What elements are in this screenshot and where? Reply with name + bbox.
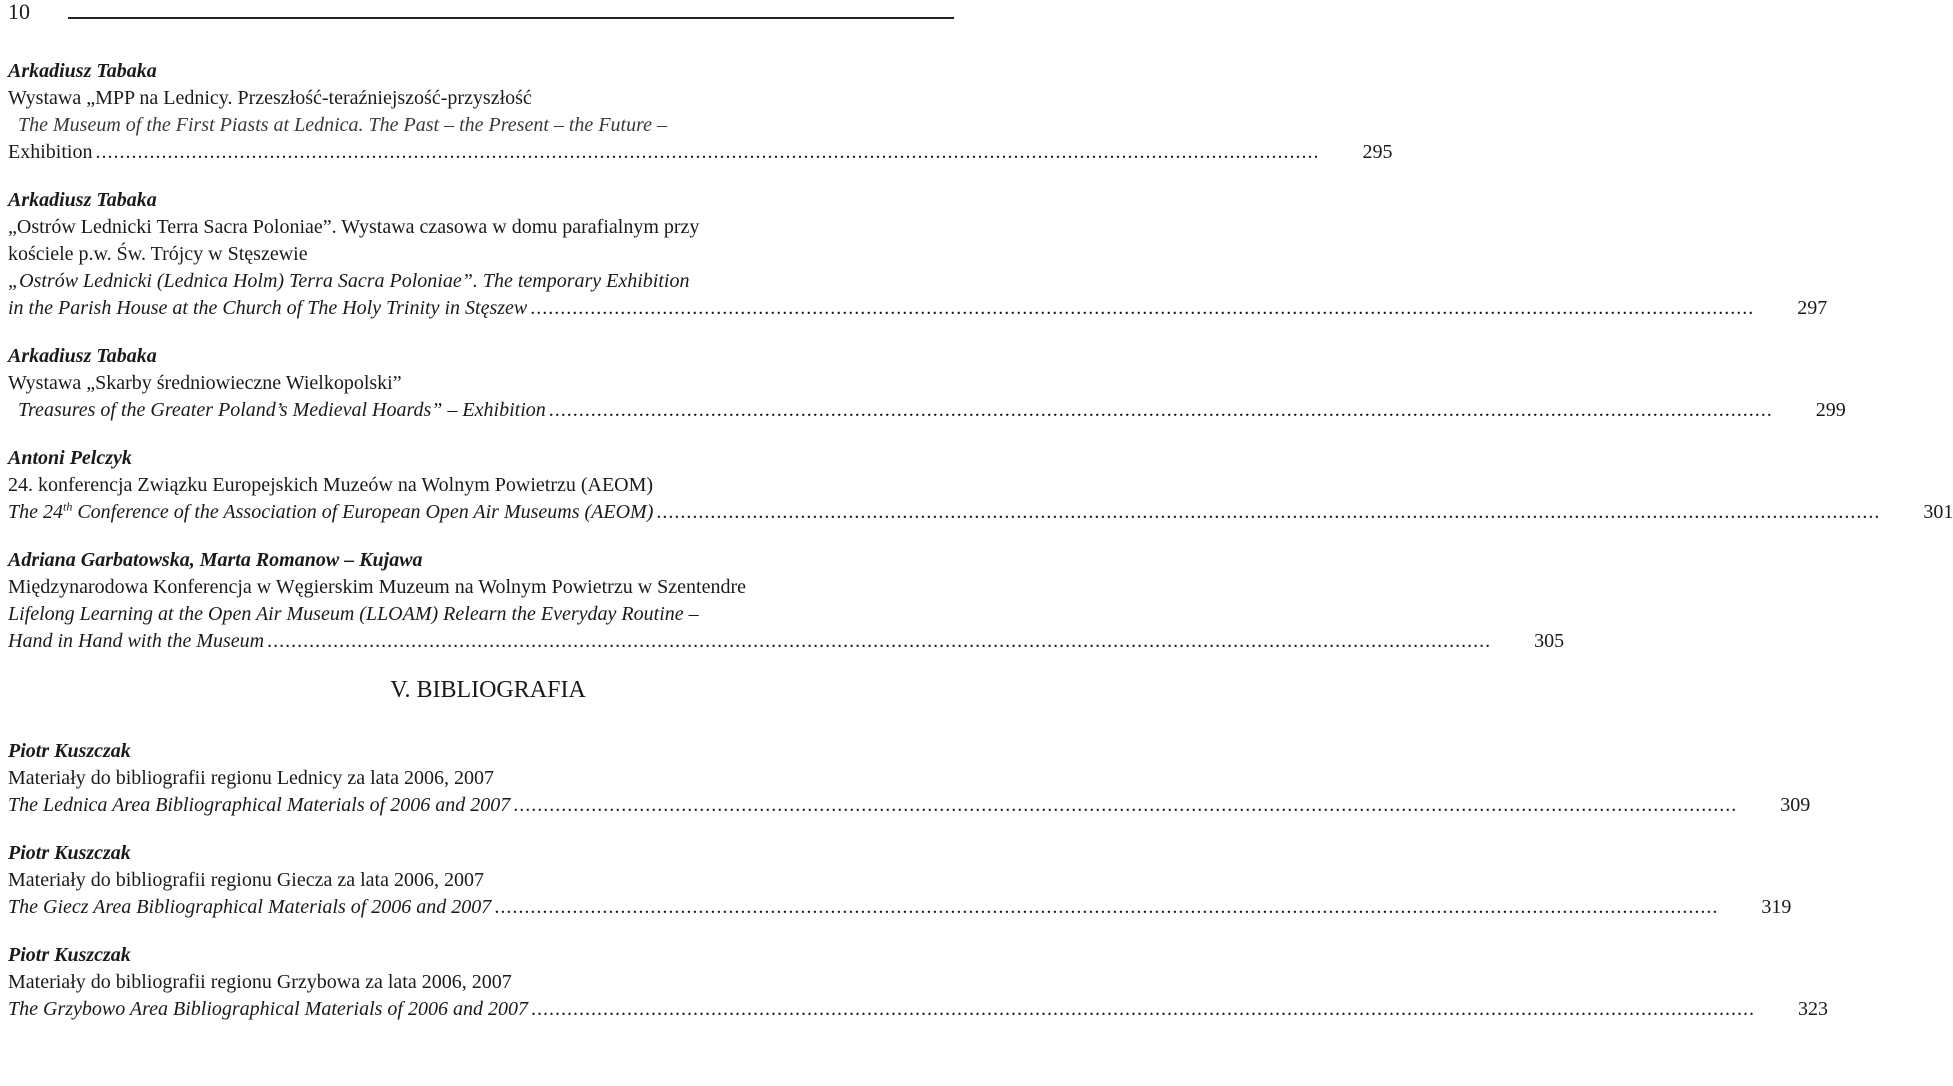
entry-title-en: Lifelong Learning at the Open Air Museum (LLOAM) Relearn the Everyday Routine – [8, 603, 699, 625]
toc-entry [8, 187, 1828, 322]
entry-last-text: The Giecz Area Bibliographical Materials of 2006 and 2007 [8, 896, 492, 918]
entry-last-text: The Lednica Area Bibliographical Materials of 2006 and 2007 [8, 794, 511, 816]
leader-dots: ............................................................................................................................................................................................................ [513, 794, 1738, 816]
entry-page-number: 299 [1815, 399, 1846, 421]
leader-dots: ............................................................................................................................................................................................................ [548, 399, 1773, 421]
entry-author: Adriana Garbatowska, Marta Romanow – Kujawa [8, 549, 423, 571]
entry-title-pl: Wystawa „MPP na Lednicy. Przeszłość-teraźniejszość-przyszłość [8, 87, 532, 109]
entry-last-line [8, 628, 1565, 655]
entry-last-text: Hand in Hand with the Museum [8, 630, 265, 652]
entry-page-number: 297 [1797, 297, 1828, 319]
toc-content [8, 58, 1953, 1044]
entry-author: Antoni Pelczyk [8, 447, 132, 469]
entry-last-line [8, 397, 1846, 424]
entry-last-text: in the Parish House at the Church of The Holy Trinity in Stęszew [8, 297, 528, 319]
toc-entry [8, 547, 1565, 655]
entry-last-text: Exhibition [8, 141, 93, 163]
entry-title-en: The Museum of the First Piasts at Lednica. The Past – the Present – the Future – [18, 114, 668, 136]
entry-last-text-rest: Conference of the Association of European Open Air Museums (AEOM) [72, 501, 654, 523]
header-rule [68, 17, 954, 19]
entry-last-line [8, 792, 1811, 819]
toc-entry [8, 738, 1811, 819]
entry-last-line [8, 894, 1792, 921]
leader-dots: ............................................................................................................................................................................................................ [531, 998, 1755, 1020]
entry-last-line [8, 996, 1828, 1023]
entry-page-number: 323 [1798, 998, 1828, 1020]
entry-last-text [8, 499, 653, 526]
entry-title-pl: kościele p.w. Św. Trójcy w Stęszewie [8, 243, 308, 265]
leader-dots: ............................................................................................................................................................................................................ [267, 630, 1492, 652]
entry-author: Arkadiusz Tabaka [8, 60, 157, 82]
entry-page-number: 305 [1534, 630, 1565, 652]
entry-author: Arkadiusz Tabaka [8, 189, 157, 211]
entry-author: Arkadiusz Tabaka [8, 345, 157, 367]
page-number: 10 [8, 0, 30, 24]
toc-entry [8, 445, 1953, 526]
entry-title-pl: Materiały do bibliografii regionu Giecza za lata 2006, 2007 [8, 869, 484, 891]
toc-entry [8, 942, 1828, 1023]
entry-author: Piotr Kuszczak [8, 944, 131, 966]
toc-entry [8, 840, 1792, 921]
entry-title-en: „Ostrów Lednicki (Lednica Holm) Terra Sacra Poloniae”. The temporary Exhibition [8, 270, 690, 292]
leader-dots: ............................................................................................................................................................................................................ [95, 141, 1320, 163]
ordinal-suffix: th [63, 499, 73, 514]
entry-title-pl: Wystawa „Skarby średniowieczne Wielkopolski” [8, 372, 402, 394]
entry-last-line [8, 499, 1953, 526]
entry-title-pl: Międzynarodowa Konferencja w Węgierskim Muzeum na Wolnym Powietrzu w Szentendre [8, 576, 746, 598]
entry-title-pl: Materiały do bibliografii regionu Lednicy za lata 2006, 2007 [8, 767, 494, 789]
entry-title-pl: „Ostrów Lednicki Terra Sacra Poloniae”. Wystawa czasowa w domu parafialnym przy [8, 216, 700, 238]
toc-entry [8, 343, 1846, 424]
leader-dots: ............................................................................................................................................................................................................ [656, 501, 1881, 523]
entry-last-line [8, 295, 1828, 322]
entry-author: Piotr Kuszczak [8, 842, 131, 864]
entry-page-number: 319 [1761, 896, 1792, 918]
toc-entry [8, 58, 1393, 166]
entry-page-number: 295 [1362, 141, 1393, 163]
page-header [0, 0, 960, 24]
leader-dots: ............................................................................................................................................................................................................ [530, 297, 1755, 319]
entry-last-text: The Grzybowo Area Bibliographical Materials of 2006 and 2007 [8, 998, 528, 1020]
leader-dots: ............................................................................................................................................................................................................ [494, 896, 1719, 918]
section-title: V. BIBLIOGRAFIA [390, 677, 586, 703]
entry-title-pl: Materiały do bibliografii regionu Grzybowa za lata 2006, 2007 [8, 971, 512, 993]
entry-page-number: 301 [1923, 501, 1953, 523]
entry-last-text-pre: The 24 [8, 501, 63, 523]
entry-page-number: 309 [1780, 794, 1811, 816]
entry-last-text: Treasures of the Greater Poland’s Medieval Hoards” – Exhibition [18, 399, 546, 421]
entry-last-line [8, 139, 1393, 166]
entry-author: Piotr Kuszczak [8, 740, 131, 762]
entry-title-pl: 24. konferencja Związku Europejskich Muzeów na Wolnym Powietrzu (AEOM) [8, 474, 654, 496]
